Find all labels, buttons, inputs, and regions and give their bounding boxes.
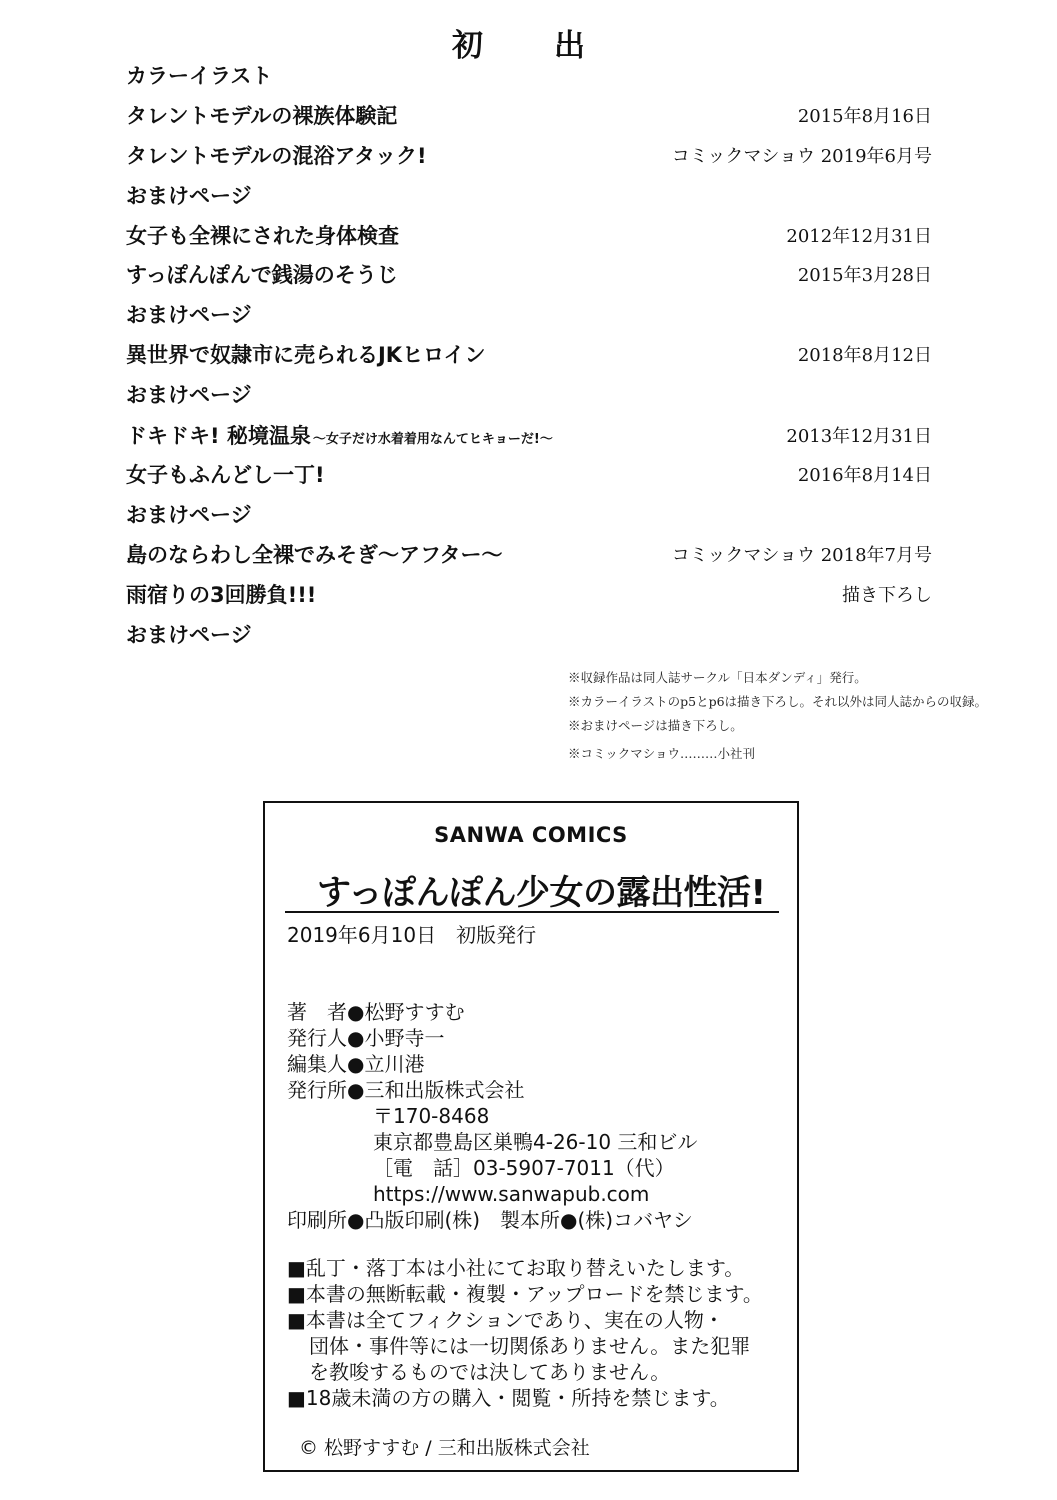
book-title: すっぽんぽん少女の露出性活! <box>317 873 766 913</box>
entry-title <box>126 539 503 569</box>
entry-title-text: おまけページ <box>126 623 252 647</box>
note-line: ※コミックマショウ………小社刊 <box>568 746 756 761</box>
entry-title <box>126 140 427 170</box>
entry-source: 2018年8月12日 <box>797 345 932 366</box>
entry-title <box>126 60 272 90</box>
postal-code: 〒170-8468 <box>373 1104 490 1128</box>
entry-source: コミックマショウ 2018年7月号 <box>671 545 932 566</box>
entry-title-text: 女子も全裸にされた身体検査 <box>126 224 399 248</box>
entry-title <box>126 459 325 489</box>
entry-title-text: おまけページ <box>126 303 252 327</box>
legal-line: を教唆するものでは決してありません。 <box>309 1360 671 1384</box>
entry-title-text: おまけページ <box>126 503 252 527</box>
entry-row <box>126 339 932 371</box>
entry-title-text: タレントモデルの混浴アタック! <box>126 144 427 168</box>
entry-subtitle: ～女子だけ水着着用なんてヒキョーだ!～ <box>312 432 553 447</box>
credit-author: 著 者●松野すすむ <box>287 1000 465 1024</box>
entry-row <box>126 140 932 172</box>
edition-date: 2019年6月10日 初版発行 <box>287 923 537 947</box>
entry-title <box>126 180 252 210</box>
entry-title-text: ドキドキ! 秘境温泉 <box>126 424 311 448</box>
entry-row <box>126 499 932 531</box>
entry-source: コミックマショウ 2019年6月号 <box>671 146 932 167</box>
entry-row <box>126 100 932 132</box>
entry-row <box>126 60 932 92</box>
title-underline <box>285 911 779 913</box>
entry-row <box>126 259 932 291</box>
page-heading: 初 出 <box>452 28 605 64</box>
website: https://www.sanwapub.com <box>373 1182 650 1206</box>
copyright: © 松野すすむ / 三和出版株式会社 <box>299 1437 590 1459</box>
notes <box>568 668 1048 768</box>
entry-title-text: 異世界で奴隷市に売られるJKヒロイン <box>126 343 486 367</box>
entry-row <box>126 420 932 452</box>
note-line: ※おまけページは描き下ろし。 <box>568 718 743 733</box>
credits <box>287 999 697 1233</box>
legal-line: ■18歳未満の方の購入・閲覧・所持を禁じます。 <box>287 1386 730 1410</box>
entry-title-text: タレントモデルの裸族体験記 <box>126 104 398 128</box>
entry-title-text: 島のならわし全裸でみそぎ～アフター～ <box>126 543 503 567</box>
entry-title <box>126 220 399 250</box>
entry-source: 2013年12月31日 <box>786 426 932 447</box>
credit-publisher: 発行所●三和出版株式会社 <box>287 1078 525 1102</box>
note-line: ※カラーイラストのp5とp6は描き下ろし。それ以外は同人誌からの収録。 <box>568 694 988 709</box>
entry-row <box>126 459 932 491</box>
address: 東京都豊島区巣鴨4-26-10 三和ビル <box>373 1130 698 1154</box>
phone: ［電 話］03-5907-7011（代） <box>373 1156 675 1180</box>
entry-title <box>126 299 252 329</box>
entry-title-text: おまけページ <box>126 383 252 407</box>
entry-title-text: おまけページ <box>126 184 252 208</box>
entry-title <box>126 499 252 529</box>
entry-title <box>126 379 252 409</box>
entry-title <box>126 420 553 450</box>
entry-title-text: すっぽんぽんで銭湯のそうじ <box>126 263 398 287</box>
entry-row <box>126 379 932 411</box>
entry-row <box>126 220 932 252</box>
entry-row <box>126 579 932 611</box>
legal-line: ■乱丁・落丁本は小社にてお取り替えいたします。 <box>287 1256 745 1280</box>
credit-editor: 編集人●立川港 <box>287 1052 425 1076</box>
legal-line: ■本書の無断転載・複製・アップロードを禁じます。 <box>287 1282 763 1306</box>
credit-publisher-person: 発行人●小野寺一 <box>287 1026 445 1050</box>
legal-line: ■本書は全てフィクションであり、実在の人物・ <box>287 1308 724 1332</box>
entry-row <box>126 539 932 571</box>
legal-line: 団体・事件等には一切関係ありません。また犯罪 <box>309 1334 751 1358</box>
legal-notices <box>287 1255 763 1411</box>
entry-title <box>126 259 398 289</box>
entry-title <box>126 100 397 130</box>
entry-source: 2016年8月14日 <box>797 465 932 486</box>
entry-source: 2015年3月28日 <box>797 265 932 286</box>
entry-source: 2015年8月16日 <box>797 106 932 127</box>
entry-source: 描き下ろし <box>842 585 932 606</box>
entry-source: 2012年12月31日 <box>786 226 932 247</box>
entry-title-text: 女子もふんどし一丁! <box>126 463 325 487</box>
entry-title <box>126 339 485 369</box>
entry-title <box>126 619 252 649</box>
credit-printer: 印刷所●凸版印刷(株) 製本所●(株)コバヤシ <box>287 1208 693 1232</box>
note-line: ※収録作品は同人誌サークル「日本ダンディ」発行。 <box>568 670 867 685</box>
entry-row <box>126 299 932 331</box>
entry-row <box>126 180 932 212</box>
entry-title <box>126 579 316 609</box>
colophon-box <box>263 801 799 1472</box>
series-name: SANWA COMICS <box>434 823 628 847</box>
entry-title-text: カラーイラスト <box>126 64 273 88</box>
entry-row <box>126 619 932 651</box>
entry-title-text: 雨宿りの3回勝負!!! <box>126 583 317 607</box>
